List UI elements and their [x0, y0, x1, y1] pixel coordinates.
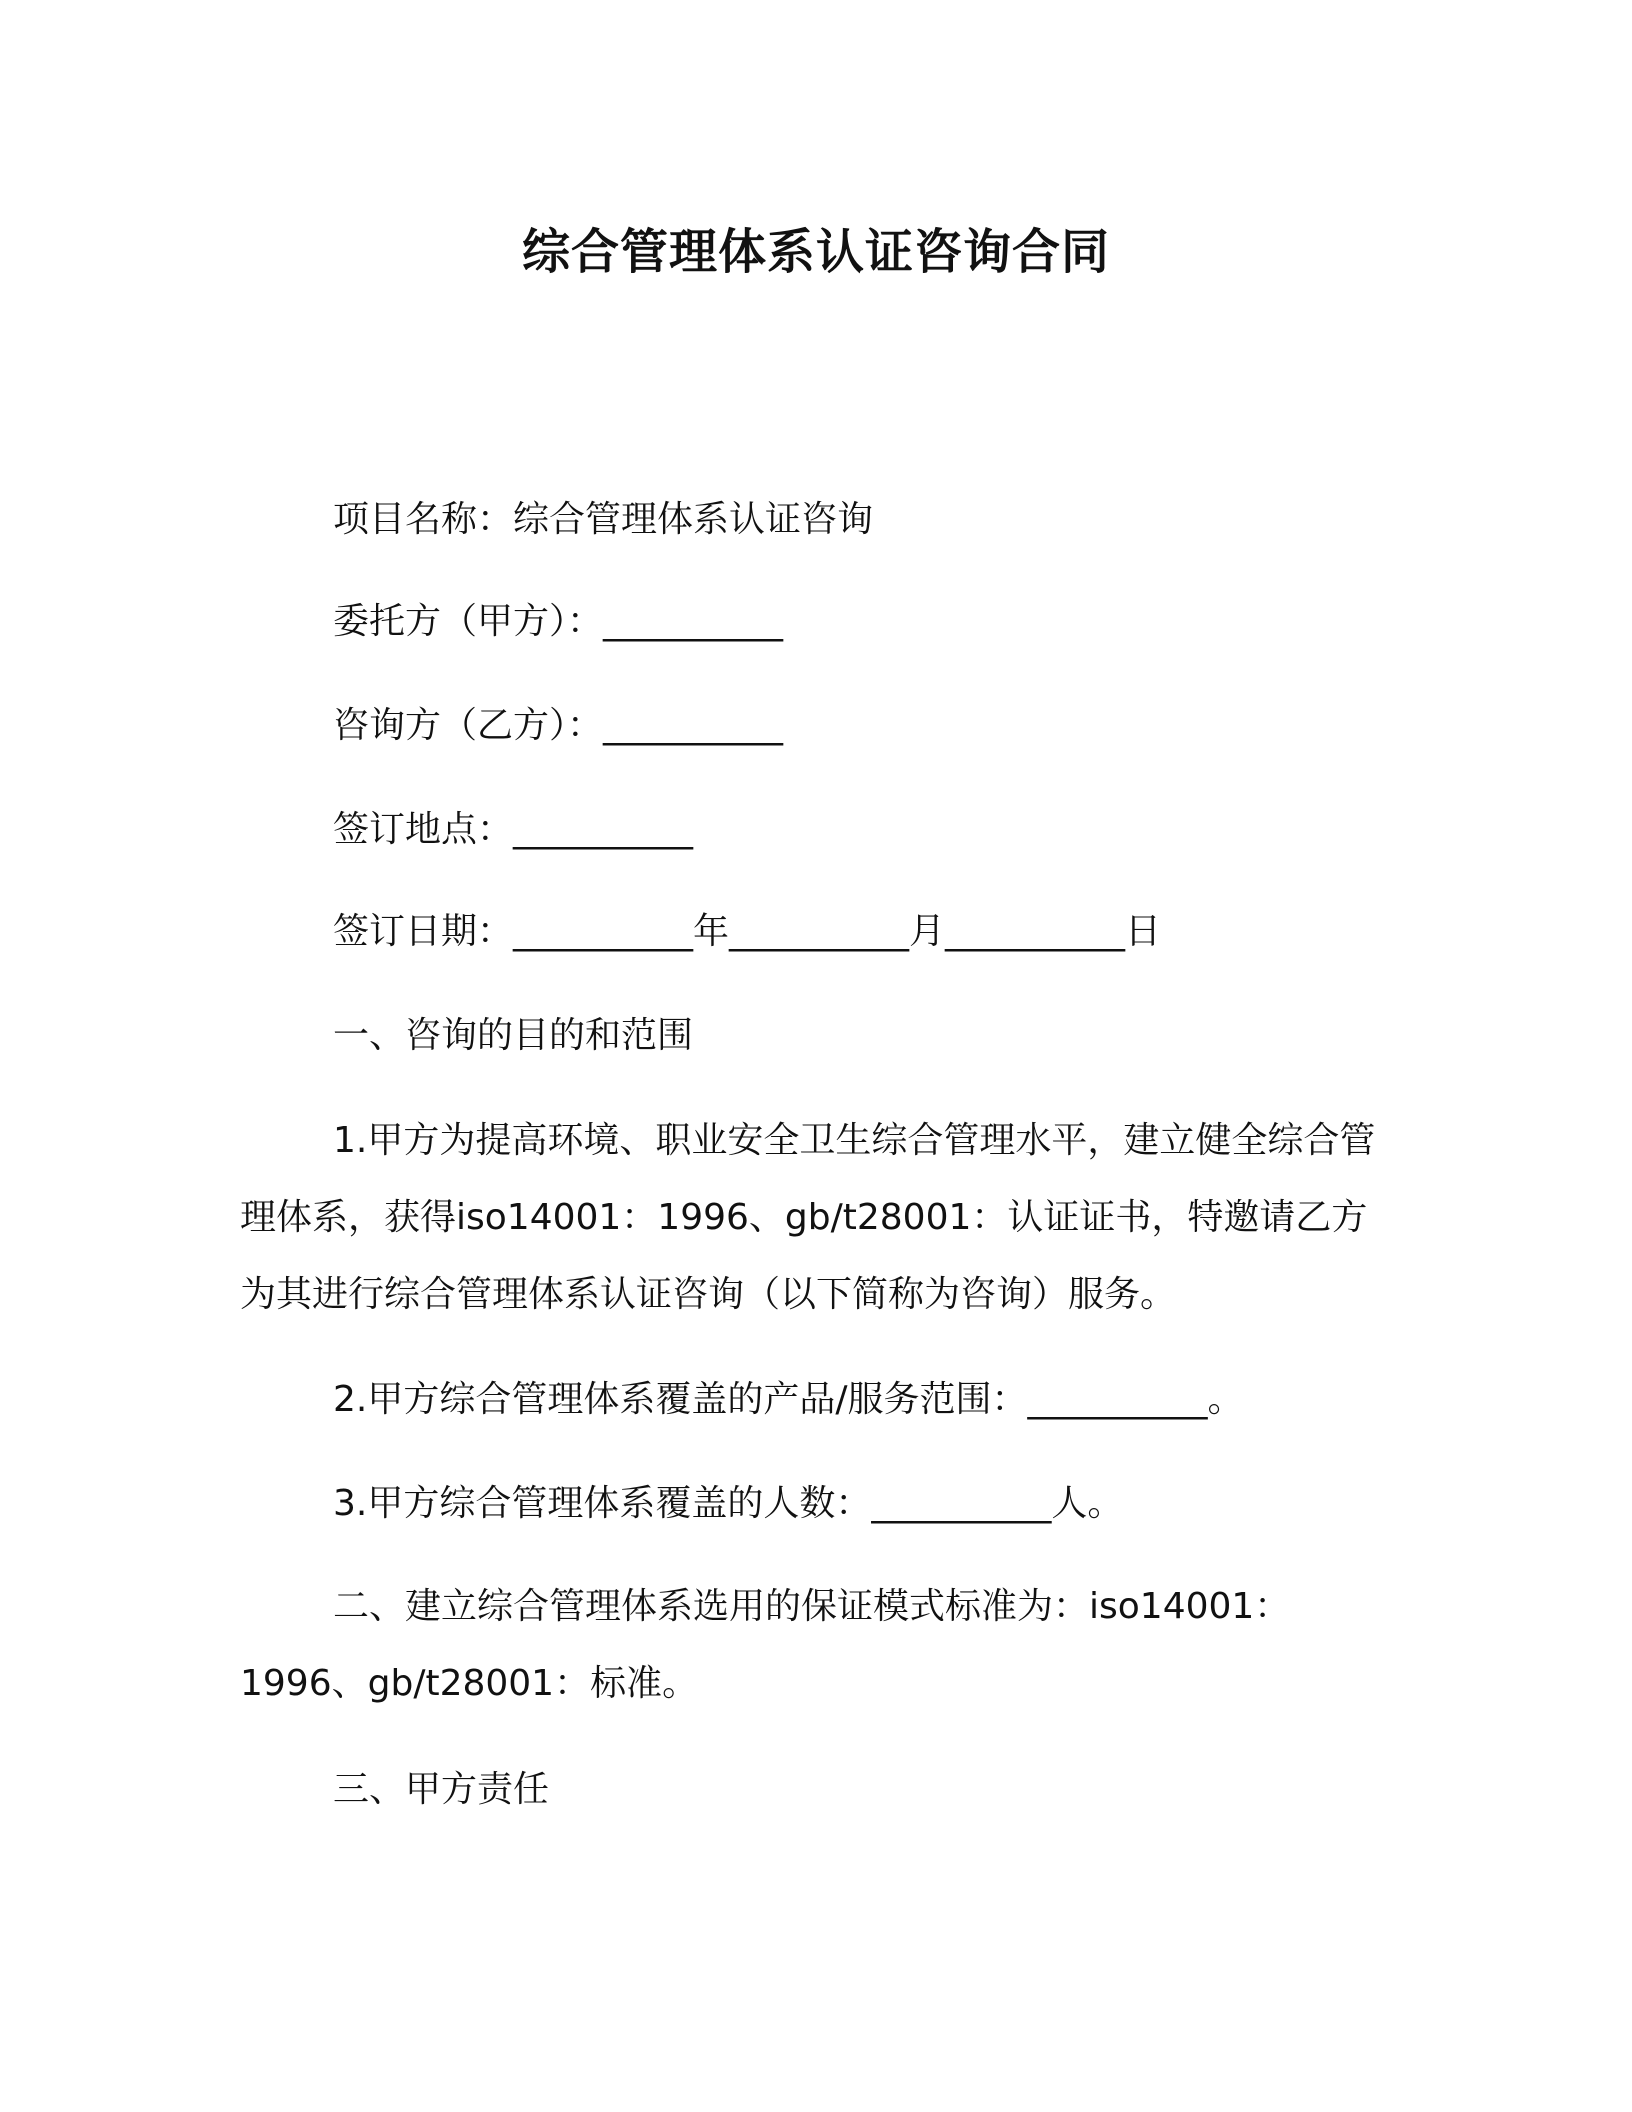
sign-date-line: 签订日期：__________年__________月__________日: [333, 911, 1162, 952]
party-b-line: 咨询方（乙方）：__________: [333, 705, 784, 746]
section-1-heading: 一、咨询的目的和范围: [333, 1015, 694, 1056]
clause-1-paragraph: 1.甲方为提高环境、职业安全卫生综合管理水平，建立健全综合管理体系，获得iso14001：1996、gb/t28001：认证证书，特邀请乙方为其进行综合管理体系认证咨询（以下简称为咨询）服务。: [240, 1120, 1376, 1315]
section-2-paragraph: 二、建立综合管理体系选用的保证模式标准为：iso14001：1996、gb/t28001：标准。: [240, 1586, 1291, 1704]
party-a-line: 委托方（甲方）：__________: [333, 601, 784, 642]
sign-place-line: 签订地点：__________: [333, 809, 694, 850]
clause-2-line: 2.甲方综合管理体系覆盖的产品/服务范围：__________。: [333, 1379, 1244, 1420]
document-title: 综合管理体系认证咨询合同: [521, 224, 1110, 280]
section-3-heading: 三、甲方责任: [333, 1769, 550, 1810]
project-name-line: 项目名称：综合管理体系认证咨询: [333, 499, 874, 540]
clause-3-line: 3.甲方综合管理体系覆盖的人数：__________人。: [333, 1483, 1124, 1524]
